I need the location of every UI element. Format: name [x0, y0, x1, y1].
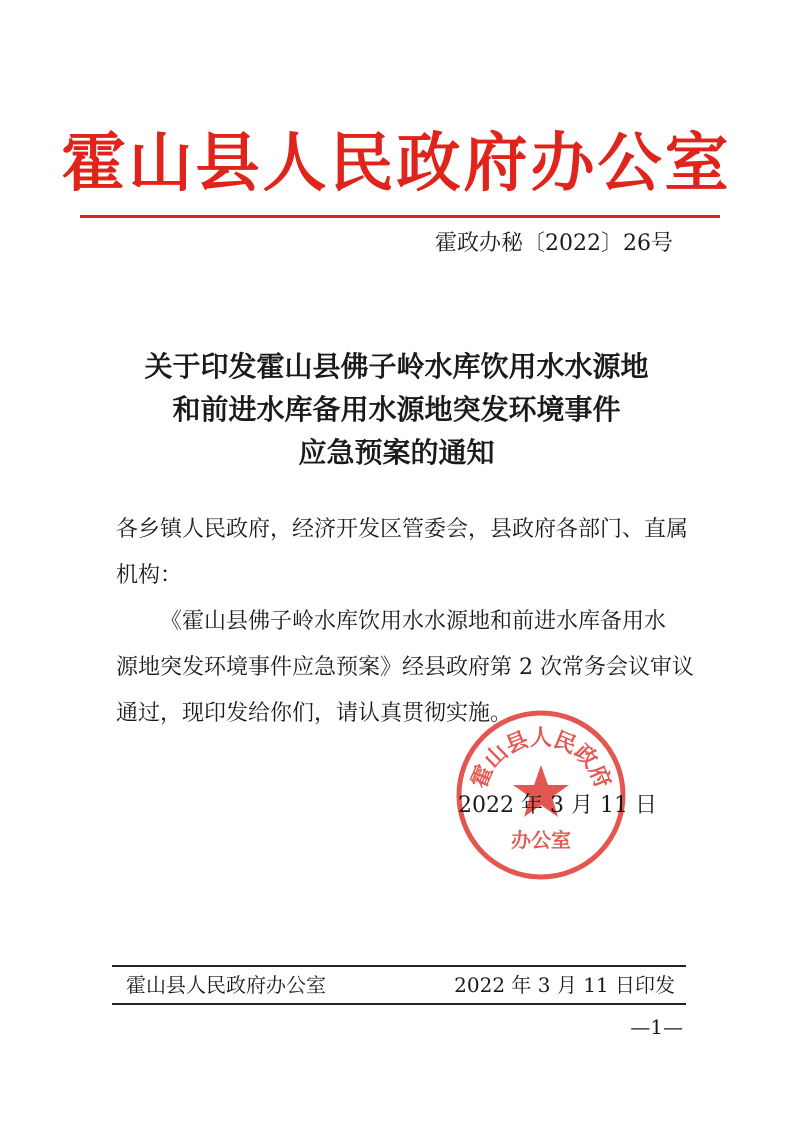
body-line-recipients-cont: 机构：	[116, 563, 183, 588]
page-number: —1—	[630, 1015, 683, 1039]
body-line-paragraph: 《霍山县佛子岭水库饮用水水源地和前进水库备用水	[160, 609, 667, 634]
notice-body	[116, 507, 696, 737]
footer-rule-top	[112, 965, 686, 967]
footer-issuer: 霍山县人民政府办公室	[126, 973, 326, 997]
notice-title-line: 应急预案的通知	[298, 436, 495, 469]
svg-text:霍山县人民政府: 霍山县人民政府	[465, 725, 617, 792]
notice-title	[0, 345, 793, 474]
issuer-title: 霍山县人民政府办公室	[61, 126, 732, 201]
signature-date: 2022 年 3 月 11 日	[458, 793, 657, 818]
body-line-paragraph: 通过，现印发给你们，请认真贯彻实施。	[116, 701, 513, 726]
notice-title-line: 和前进水库备用水源地突发环境事件	[172, 393, 621, 426]
notice-title-line: 关于印发霍山县佛子岭水库饮用水水源地	[144, 350, 649, 383]
footer-print-date: 2022 年 3 月 11 日印发	[454, 973, 675, 997]
body-line-recipients: 各乡镇人民政府，经济开发区管委会，县政府各部门、直属	[116, 517, 689, 542]
red-header-rule	[80, 215, 720, 218]
body-line-paragraph: 源地突发环境事件应急预案》经县政府第 2 次常务会议审议	[116, 655, 694, 680]
footer-rule-bottom	[112, 1003, 686, 1005]
svg-text:办公室: 办公室	[511, 828, 571, 852]
document-number: 霍政办秘〔2022〕26号	[435, 231, 673, 256]
